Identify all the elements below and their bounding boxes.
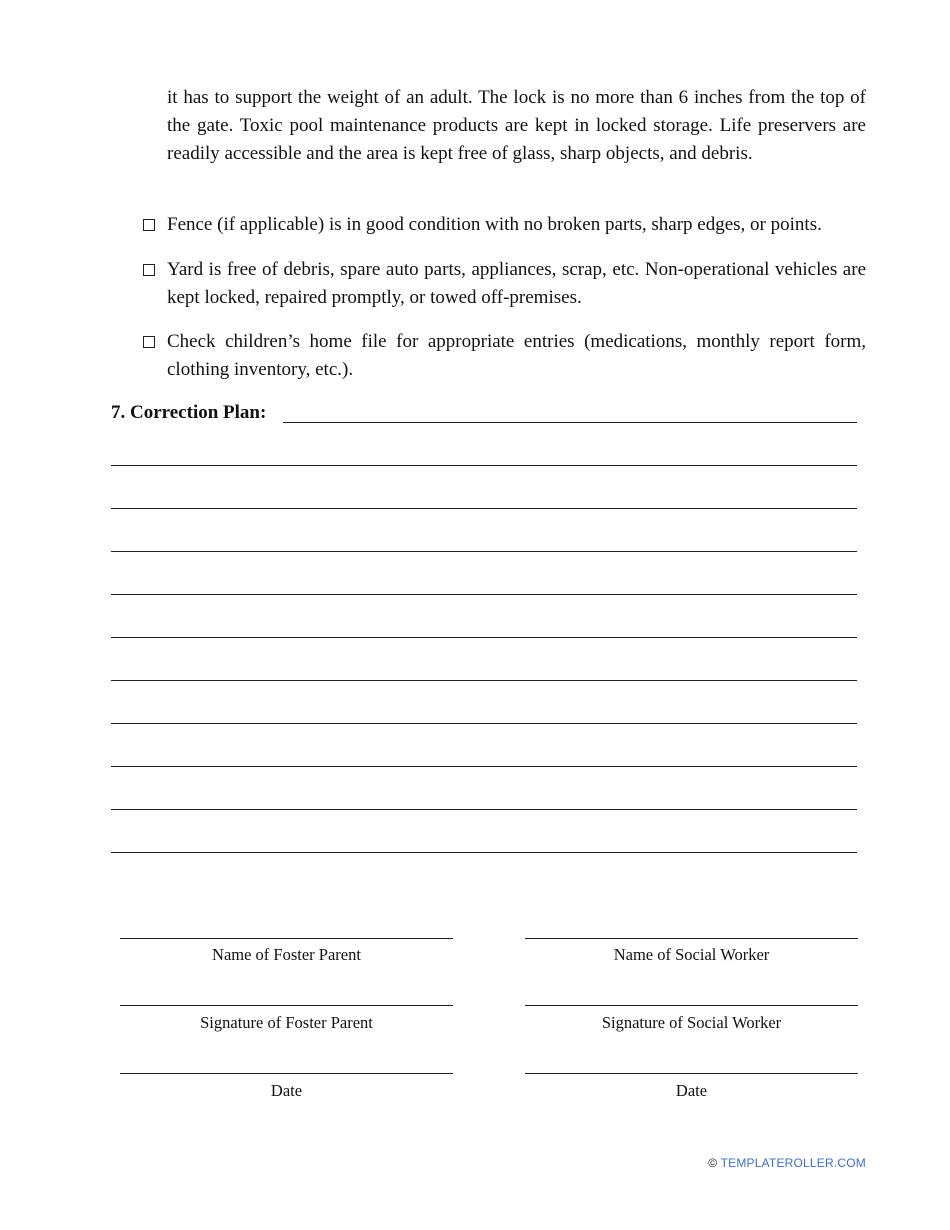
footer-brand[interactable]: TEMPLATEROLLER.COM bbox=[720, 1156, 866, 1170]
checkbox[interactable] bbox=[143, 264, 155, 276]
foster-parent-signature-label: Signature of Foster Parent bbox=[200, 1013, 373, 1032]
correction-plan-line[interactable] bbox=[111, 852, 857, 853]
social-worker-name-line[interactable] bbox=[525, 938, 858, 939]
checkbox[interactable] bbox=[143, 336, 155, 348]
correction-plan-line[interactable] bbox=[111, 551, 857, 552]
correction-plan-line[interactable] bbox=[111, 465, 857, 466]
foster-parent-date-line[interactable] bbox=[120, 1073, 453, 1074]
foster-parent-date-label: Date bbox=[270, 1081, 303, 1100]
checklist-item-text: Yard is free of debris, spare auto parts, appliances, scrap, etc. Non-operational vehicles are kept locked, repaired promptly, or towed off-premises. bbox=[167, 259, 866, 308]
templateroller-footer-link[interactable] bbox=[708, 1156, 866, 1170]
copyright-symbol: © bbox=[708, 1156, 718, 1170]
correction-plan-line[interactable] bbox=[111, 809, 857, 810]
correction-plan-heading: 7. Correction Plan: bbox=[111, 402, 267, 423]
foster-parent-name-line[interactable] bbox=[120, 938, 453, 939]
correction-plan-line[interactable] bbox=[111, 766, 857, 767]
correction-plan-line[interactable] bbox=[111, 637, 857, 638]
intro-paragraph: it has to support the weight of an adult. The lock is no more than 6 inches from the top of the gate. Toxic pool maintenance products are kept in locked storage. Life preservers are readily accessible and the area is kept free of glass, sharp objects, and debris. bbox=[167, 87, 866, 164]
social-worker-date-label: Date bbox=[675, 1081, 708, 1100]
social-worker-signature-label: Signature of Social Worker bbox=[601, 1013, 782, 1032]
foster-parent-signature-line[interactable] bbox=[120, 1005, 453, 1006]
checklist-item-text: Fence (if applicable) is in good condition with no broken parts, sharp edges, or points. bbox=[167, 214, 822, 235]
foster-parent-name-label: Name of Foster Parent bbox=[212, 945, 361, 964]
correction-plan-line[interactable] bbox=[111, 508, 857, 509]
social-worker-name-label: Name of Social Worker bbox=[613, 945, 770, 964]
social-worker-date-line[interactable] bbox=[525, 1073, 858, 1074]
correction-plan-input-line[interactable] bbox=[283, 422, 857, 423]
checklist-item-text: Check children’s home file for appropriate entries (medications, monthly report form, clothing inventory, etc.). bbox=[167, 331, 866, 380]
correction-plan-line[interactable] bbox=[111, 680, 857, 681]
correction-plan-line[interactable] bbox=[111, 594, 857, 595]
social-worker-signature-line[interactable] bbox=[525, 1005, 858, 1006]
checkbox[interactable] bbox=[143, 219, 155, 231]
correction-plan-line[interactable] bbox=[111, 723, 857, 724]
